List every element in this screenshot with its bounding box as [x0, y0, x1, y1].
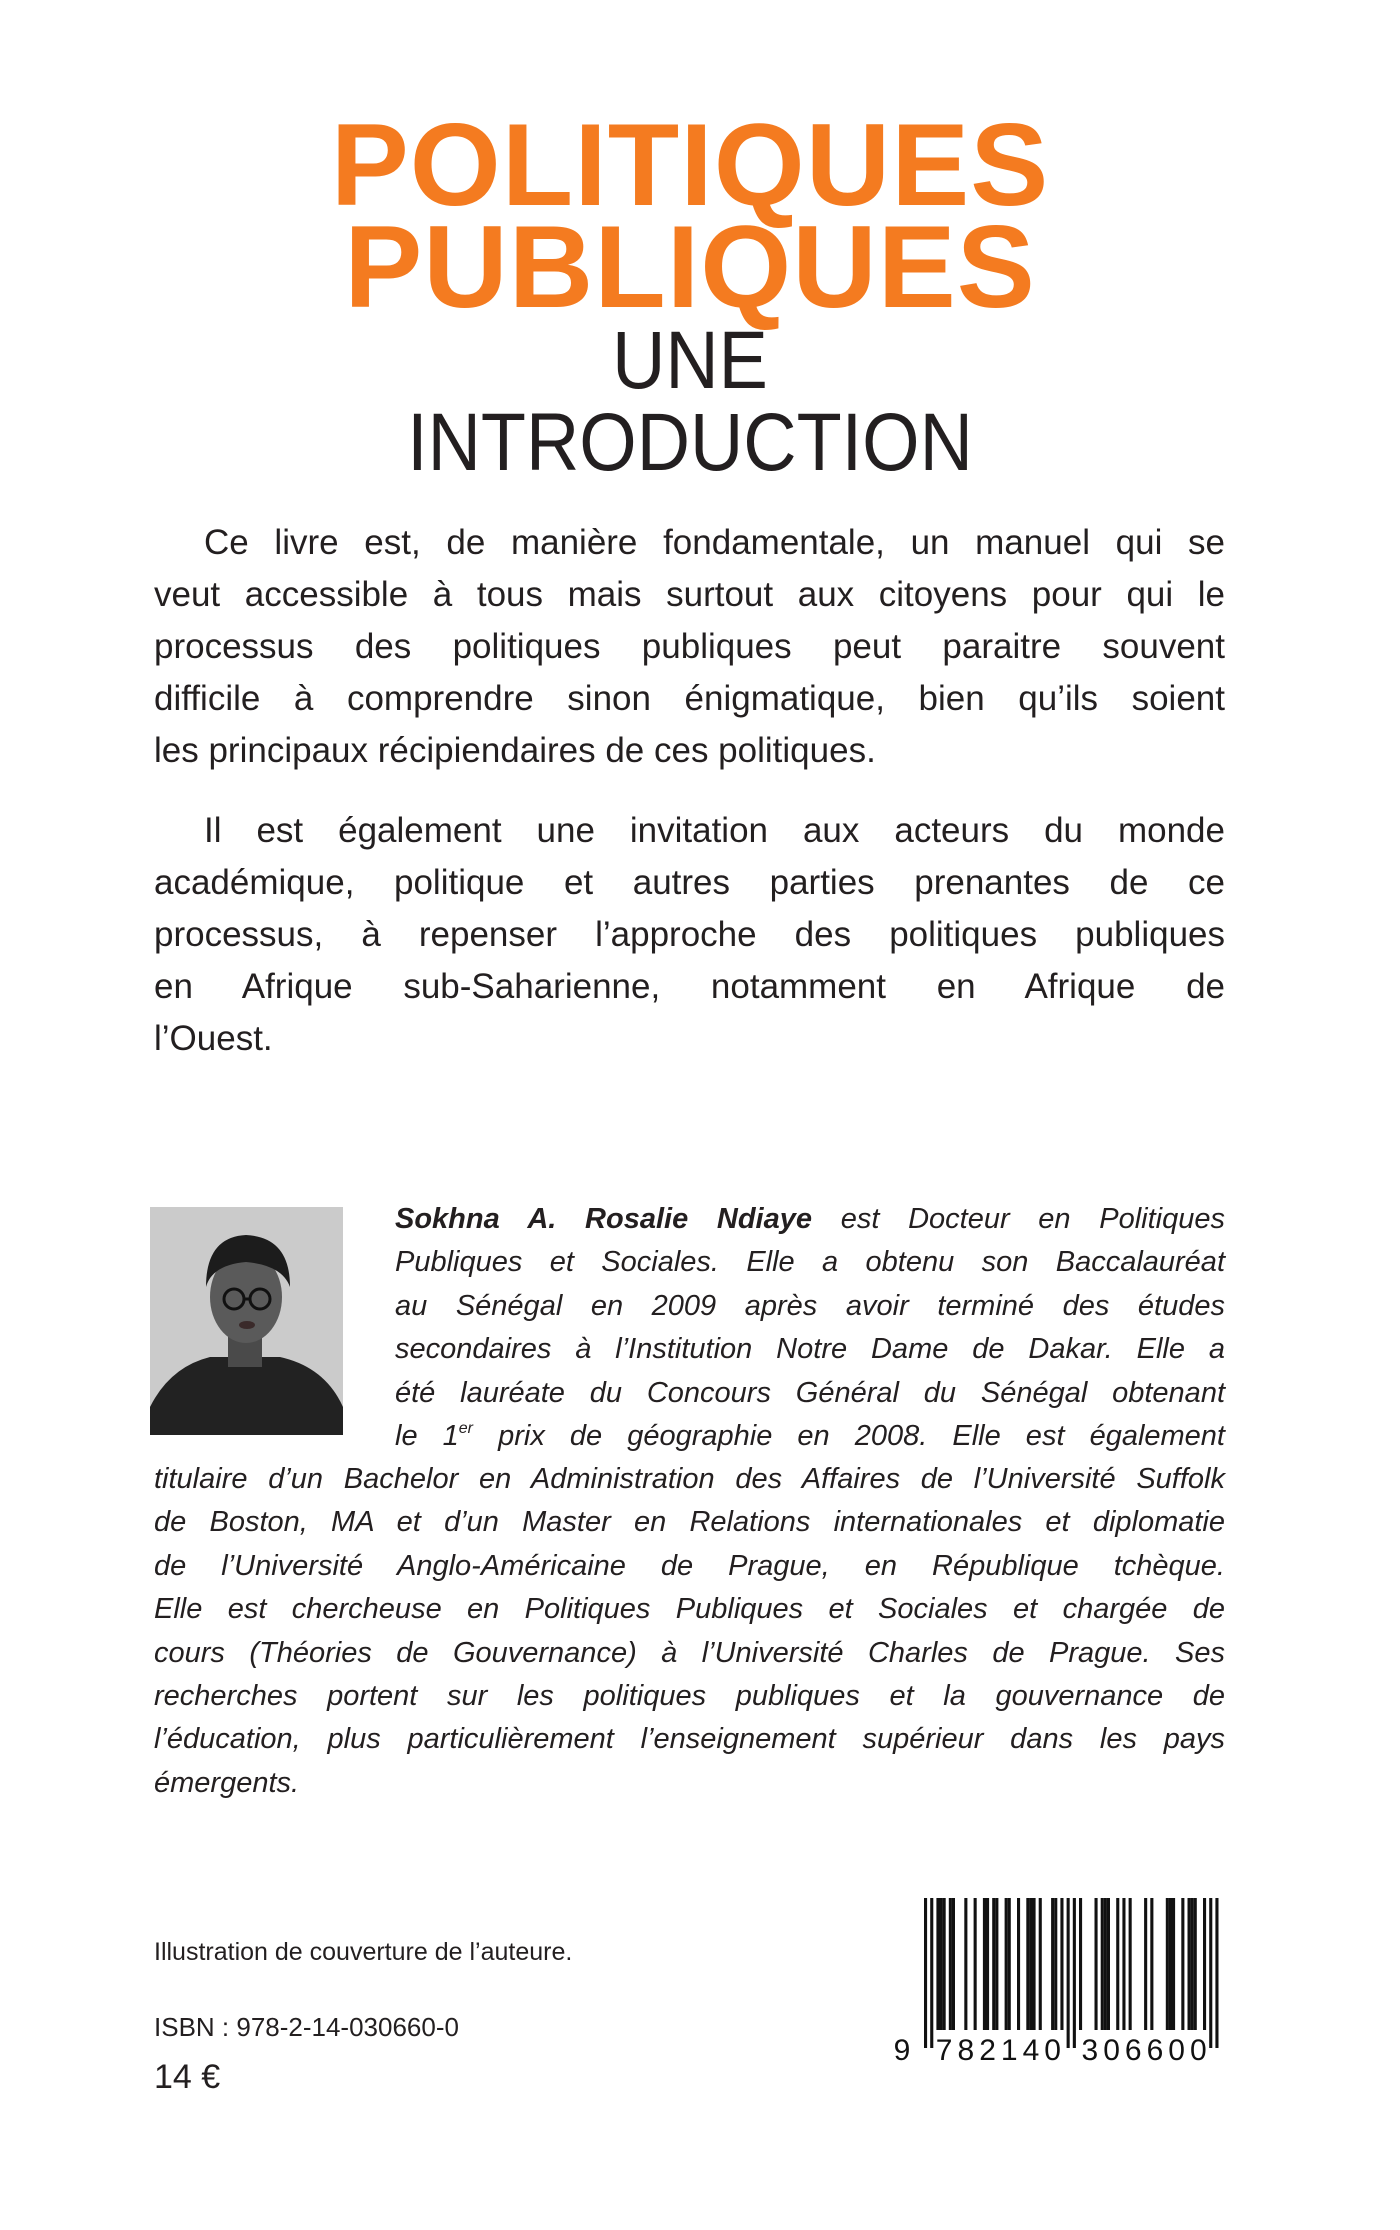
barcode-digit: 3: [1081, 2034, 1099, 2067]
barcode-bar: [1051, 1898, 1054, 2030]
barcode-digit: 6: [1124, 2034, 1142, 2067]
barcode-digit: 6: [1146, 2034, 1164, 2067]
barcode: [893, 1898, 1226, 2067]
barcode-bar: [943, 1898, 946, 2030]
blurb-line: en Afrique sub-Saharienne, notamment en Afrique de: [154, 967, 1225, 1006]
bio-line: Sokhna A. Rosalie Ndiaye est Docteur en Politiques: [395, 1203, 1225, 1235]
barcode-bar: [1026, 1898, 1029, 2030]
barcode-bar: [1116, 1898, 1119, 2030]
barcode-bar: [974, 1898, 977, 2030]
barcode-bar: [930, 1898, 933, 2048]
author-bio-top: [395, 1198, 1225, 1458]
bio-line: l’éducation, plus particulièrement l’enseignement supérieur dans les pays: [154, 1723, 1225, 1756]
author-photo: [150, 1207, 343, 1435]
barcode-digit: 9: [893, 2034, 911, 2067]
blurb-line: Il est également une invitation aux acteurs du monde: [204, 811, 1225, 850]
barcode-bar: [1144, 1898, 1147, 2030]
bio-line: de l’Université Anglo-Américaine de Prague, en République tchèque.: [154, 1549, 1225, 1582]
blurb-line: difficile à comprendre sinon énigmatique, bien qu’ils soient: [154, 679, 1225, 718]
barcode-bar: [1209, 1898, 1212, 2048]
barcode-bar: [1169, 1898, 1172, 2030]
barcode-digit: 7: [935, 2034, 953, 2067]
illustration-credit: Illustration de couverture de l’auteure.: [154, 1938, 573, 1966]
barcode-bar: [1060, 1898, 1063, 2030]
barcode-bar: [1073, 1898, 1076, 2048]
title-line-2: PUBLIQUES: [344, 201, 1036, 332]
title-line-1: POLITIQUES: [330, 99, 1050, 230]
barcode-bar: [1188, 1898, 1191, 2030]
barcode-digit: 0: [1103, 2034, 1120, 2067]
bio-line: au Sénégal en 2009 après avoir terminé des études: [395, 1289, 1225, 1322]
blurb-paragraph-1: [154, 517, 1225, 777]
barcode-bar: [1029, 1898, 1032, 2030]
bio-line: titulaire d’un Bachelor en Administration des Affaires de l’Université Suffolk: [154, 1463, 1225, 1495]
barcode-bar: [1194, 1898, 1197, 2030]
barcode-bar: [1033, 1898, 1036, 2030]
blurb-line: processus des politiques publiques peut paraitre souvent: [154, 627, 1225, 666]
barcode-bar: [1150, 1898, 1153, 2030]
blurb-line: les principaux récipiendaires de ces politiques.: [154, 731, 876, 770]
bio-line: émergents.: [154, 1766, 300, 1799]
bio-line: de Boston, MA et d’un Master en Relations internationales et diplomatie: [154, 1506, 1225, 1539]
bio-line: le 1er prix de géographie en 2008. Elle est également: [395, 1419, 1225, 1452]
barcode-digit: 0: [1044, 2034, 1061, 2067]
barcode-bar: [995, 1898, 998, 2030]
blurb-line: académique, politique et autres parties prenantes de ce: [154, 863, 1225, 902]
author-name: Sokhna A. Rosalie Ndiaye: [395, 1203, 812, 1235]
blurb-line: veut accessible à tous mais surtout aux citoyens pour qui le: [154, 575, 1225, 614]
barcode-bar: [983, 1898, 986, 2030]
barcode-bar: [1104, 1898, 1107, 2030]
blurb-line: processus, à repenser l’approche des politiques publiques: [154, 915, 1225, 954]
barcode-bar: [1203, 1898, 1206, 2030]
barcode-bar: [1005, 1898, 1008, 2030]
barcode-bar: [992, 1898, 995, 2030]
barcode-bar: [1079, 1898, 1082, 2030]
barcode-bar: [1095, 1898, 1098, 2030]
bio-line: Publiques et Sociales. Elle a obtenu son Baccalauréat: [395, 1246, 1225, 1279]
barcode-bar: [1008, 1898, 1011, 2030]
blurb-paragraph-2: [154, 805, 1225, 1065]
barcode-bar: [1054, 1898, 1057, 2030]
price: 14 €: [154, 2058, 221, 2096]
barcode-digit: 4: [1022, 2034, 1040, 2067]
barcode-digit: 8: [957, 2034, 975, 2067]
barcode-bar: [1122, 1898, 1125, 2030]
bio-line: été lauréate du Concours Général du Sénégal obtenant: [395, 1376, 1225, 1409]
barcode-bar: [924, 1898, 927, 2048]
barcode-bar: [1039, 1898, 1042, 2030]
barcode-bar: [1129, 1898, 1132, 2030]
barcode-bar: [986, 1898, 989, 2030]
bio-line: Elle est chercheuse en Politiques Publiques et Sociales et chargée de: [154, 1593, 1225, 1626]
barcode-digit: 1: [1000, 2034, 1018, 2067]
barcode-bar: [936, 1898, 939, 2030]
barcode-bar: [1172, 1898, 1175, 2030]
barcode-bar: [949, 1898, 952, 2030]
bio-line: cours (Théories de Gouvernance) à l’Université Charles de Prague. Ses: [154, 1636, 1225, 1669]
barcode-bar: [964, 1898, 967, 2030]
blurb-line: l’Ouest.: [154, 1019, 273, 1058]
bio-line: recherches portent sur les politiques publiques et la gouvernance de: [154, 1679, 1225, 1712]
subtitle: UNE INTRODUCTION: [407, 315, 973, 488]
barcode-bar: [952, 1898, 955, 2030]
barcode-digit: 0: [1190, 2034, 1207, 2067]
blurb-line: Ce livre est, de manière fondamentale, un manuel qui se: [204, 523, 1225, 562]
barcode-bar: [1017, 1898, 1020, 2030]
barcode-bar: [1101, 1898, 1104, 2030]
barcode-bar: [1107, 1898, 1110, 2030]
barcode-digit: 0: [1168, 2034, 1185, 2067]
barcode-digit: 2: [979, 2034, 996, 2067]
barcode-bar: [940, 1898, 943, 2030]
barcode-bar: [1166, 1898, 1169, 2030]
barcode-bar: [1067, 1898, 1070, 2048]
barcode-bar: [1215, 1898, 1218, 2048]
isbn: ISBN : 978-2-14-030660-0: [154, 2012, 459, 2042]
author-bio-bottom: [154, 1458, 1225, 1805]
barcode-bar: [1181, 1898, 1184, 2030]
bio-line: secondaires à l’Institution Notre Dame de Dakar. Elle a: [395, 1333, 1225, 1366]
barcode-bar: [1191, 1898, 1194, 2030]
